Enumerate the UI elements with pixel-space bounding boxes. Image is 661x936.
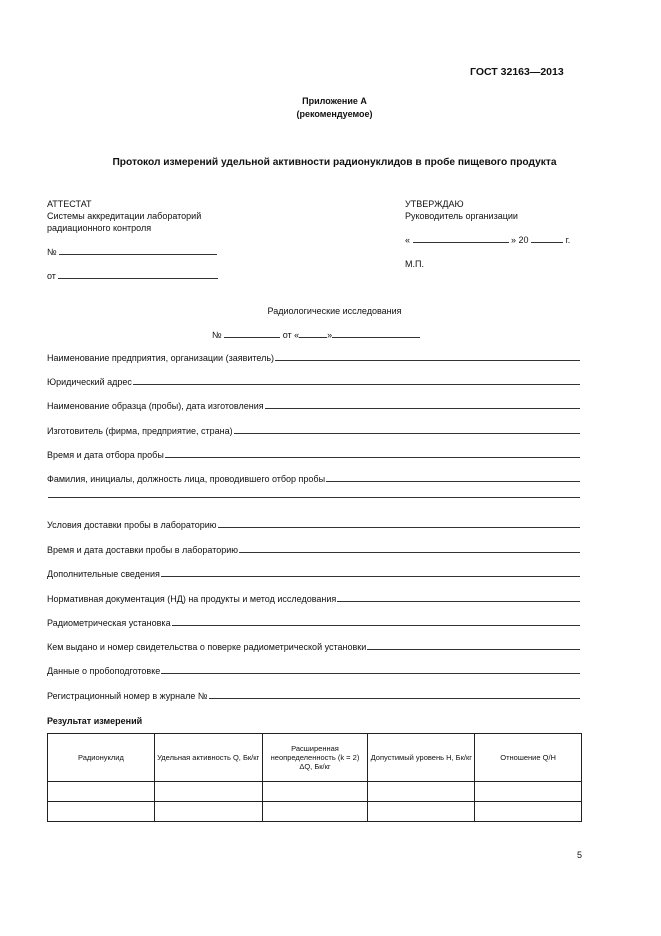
col-specific-activity: Удельная активность Q, Бк/кг [154, 734, 262, 782]
number-label: № [47, 247, 57, 257]
number-underline [59, 254, 217, 255]
date-label: от [47, 271, 56, 281]
col-ratio: Отношение Q/H [475, 734, 582, 782]
field-applicant: Наименование предприятия, организации (заявитель) [47, 353, 580, 363]
field-additional-info: Дополнительные сведения [47, 569, 580, 579]
approve-line2: Руководитель организации [405, 211, 518, 221]
table-cell[interactable] [262, 802, 368, 822]
attestat-label: АТТЕСТАТ [47, 199, 92, 209]
attestat-line2: Системы аккредитации лабораторий [47, 211, 202, 221]
table-cell[interactable] [475, 802, 582, 822]
research-day-underline [299, 337, 327, 338]
field-registration-number: Регистрационный номер в журнале № [47, 691, 580, 701]
approve-label: УТВЕРЖДАЮ [405, 199, 464, 209]
table-cell[interactable] [368, 802, 475, 822]
research-number-line [212, 330, 420, 340]
col-permissible-level: Допустимый уровень H, Бк/кг [368, 734, 475, 782]
field-manufacturer: Изготовитель (фирма, предприятие, страна) [47, 426, 580, 436]
research-quote-close: » [327, 330, 333, 340]
results-heading: Результат измерений [47, 716, 143, 726]
attestat-number [47, 247, 217, 257]
year-underline [531, 242, 563, 243]
date-underline [58, 278, 218, 279]
field-legal-address: Юридический адрес [47, 377, 580, 387]
table-cell[interactable] [154, 782, 262, 802]
day-month-underline [413, 242, 509, 243]
table-cell[interactable] [262, 782, 368, 802]
field-calibration-cert: Кем выдано и номер свидетельства о поверке радиометрической установки [47, 642, 580, 652]
research-title: Радиологические исследования [267, 306, 402, 316]
page-number: 5 [577, 850, 583, 860]
field-sample-name: Наименование образца (пробы), дата изготовления [47, 401, 580, 411]
approve-date [405, 235, 570, 245]
quote-open: « [405, 235, 411, 245]
table-row [48, 782, 582, 802]
results-table [47, 733, 582, 822]
seal-label: М.П. [405, 259, 424, 269]
document-title: Протокол измерений удельной активности радионуклидов в пробе пищевого продукта [112, 157, 557, 168]
quote-close: » 20 [511, 235, 529, 245]
table-cell[interactable] [48, 782, 155, 802]
results-header-row [48, 734, 582, 782]
table-cell[interactable] [154, 802, 262, 822]
annex-subtitle: (рекомендуемое) [296, 109, 373, 119]
attestat-line3: радиационного контроля [47, 223, 152, 233]
field-sampler: Фамилия, инициалы, должность лица, проводившего отбор пробы [47, 474, 580, 484]
field-sample-prep: Данные о пробоподготовке [47, 666, 580, 676]
table-row [48, 802, 582, 822]
research-number-label: № [212, 330, 222, 340]
table-cell[interactable] [48, 802, 155, 822]
research-number-underline [224, 337, 280, 338]
field-normative-docs: Нормативная документация (НД) на продукты и метод исследования [47, 594, 580, 604]
field-delivery-time: Время и дата доставки пробы в лабораторию [47, 545, 580, 555]
annex-title: Приложение А [302, 96, 367, 106]
research-from-label: от « [282, 330, 300, 340]
field-sampling-time: Время и дата отбора пробы [47, 450, 580, 460]
field-radiometric-setup: Радиометрическая установка [47, 618, 580, 628]
table-cell[interactable] [475, 782, 582, 802]
field-blank-line [47, 497, 580, 500]
standard-number: ГОСТ 32163—2013 [470, 66, 564, 78]
col-radionuclide: Радионуклид [48, 734, 155, 782]
year-suffix: г. [565, 235, 571, 245]
research-month-underline [332, 337, 420, 338]
table-cell[interactable] [368, 782, 475, 802]
col-uncertainty: Расширенная неопределенность (k = 2) ΔQ, Бк/кг [262, 734, 368, 782]
attestat-date [47, 271, 218, 281]
field-delivery-conditions: Условия доставки пробы в лабораторию [47, 520, 580, 530]
